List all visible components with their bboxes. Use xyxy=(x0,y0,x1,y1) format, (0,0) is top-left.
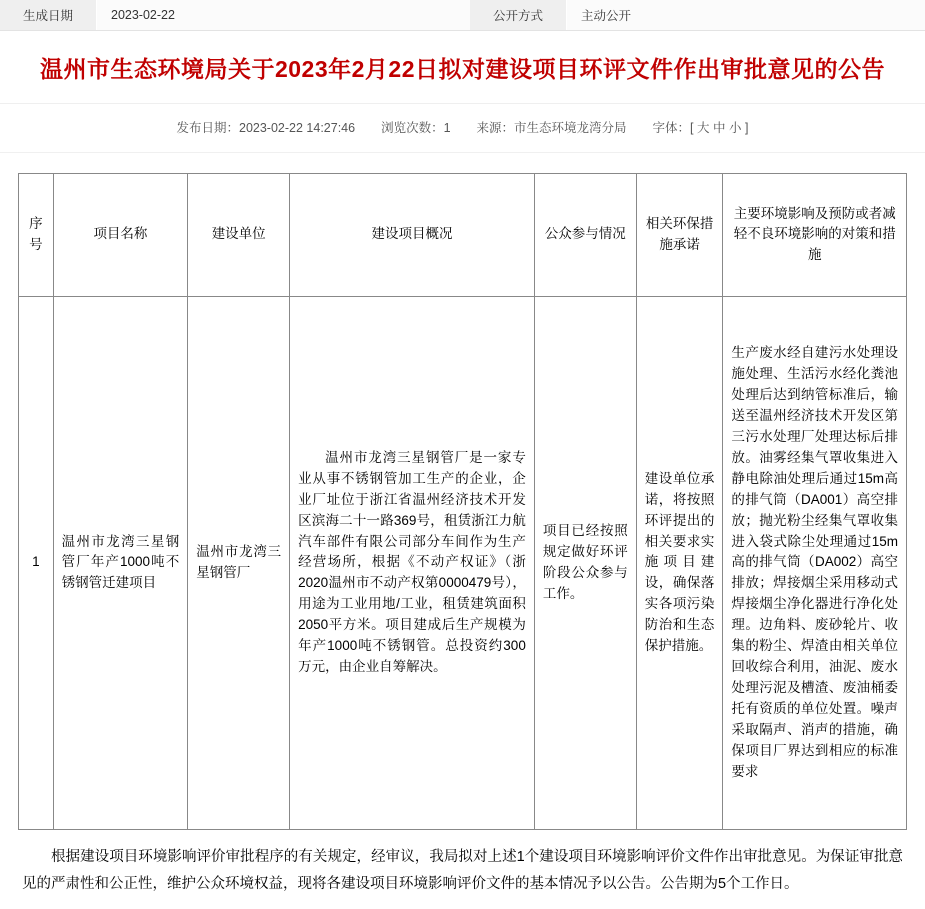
header-build-unit: 建设单位 xyxy=(188,173,290,296)
cell-overview: 温州市龙湾三星钢管厂是一家专业从事不锈钢管加工生产的企业，企业厂址位于浙江省温州经济技术开发区滨海二十一路369号，租赁浙江力航汽车部件有限公司部分车间作为生产经营场所，根据《不动产权证》（浙2020温州市不动产权第0000479号），用途为工业用地/工业，租赁建筑面积2050平方米。项目建成后生产规模为年产1000吨不锈钢管。总投资约300万元，由企业自筹解决。 xyxy=(290,296,535,829)
table-header xyxy=(19,173,907,296)
header-no: 序号 xyxy=(19,173,54,296)
table-header-row xyxy=(19,173,907,296)
document-subinfo xyxy=(0,104,925,153)
view-count: 浏览次数：1 xyxy=(381,120,451,135)
disclosure-method-label: 公开方式 xyxy=(470,0,567,30)
publish-date: 发布日期：2023-02-22 14:27:46 xyxy=(176,120,356,135)
page-title: 温州市生态环境局关于2023年2月22日拟对建设项目环评文件作出审批意见的公告 xyxy=(39,56,886,82)
font-size-large-button[interactable]: 大 xyxy=(697,120,710,135)
cell-main-measures: 生产废水经自建污水处理设施处理、生活污水经化粪池处理后达到纳管标准后，输送至温州经济技术开发区第三污水处理厂处理达标后排放。油雾经集气罩收集进入静电除油处理后通过15m高的排气筒（DA001）高空排放；抛光粉尘经集气罩收集进入袋式除尘处理通过15m高的排气筒（DA002）高空排放；焊接烟尘采用移动式焊接烟尘净化器进行净化处理。边角料、废砂轮片、收集的粉尘、焊渣由相关单位回收综合利用，油泥、废水处理污泥及槽渣、废油桶委托有资质的单位处置。噪声采取隔声、消声的措施，确保项目厂界达到相应的标准要求 xyxy=(723,296,907,829)
font-size-label: 字体：[ xyxy=(652,120,694,135)
font-size-controls xyxy=(653,118,749,136)
cell-project-name: 温州市龙湾三星钢管厂年产1000吨不锈钢管迁建项目 xyxy=(53,296,188,829)
table-body xyxy=(19,296,907,829)
cell-no: 1 xyxy=(19,296,54,829)
project-table xyxy=(18,173,907,830)
font-size-small-button[interactable]: 小 xyxy=(729,120,742,135)
header-overview: 建设项目概况 xyxy=(290,173,535,296)
generate-date-label: 生成日期 xyxy=(0,0,97,30)
cell-build-unit: 温州市龙湾三星钢管厂 xyxy=(188,296,290,829)
source-label: 来源：市生态环境龙湾分局 xyxy=(476,120,627,135)
disclosure-method-value: 主动公开 xyxy=(567,0,925,30)
meta-bar xyxy=(0,0,925,31)
header-project-name: 项目名称 xyxy=(53,173,188,296)
header-env-commitment: 相关环保措施承诺 xyxy=(636,173,723,296)
cell-public-participation: 项目已经按照规定做好环评阶段公众参与工作。 xyxy=(534,296,636,829)
cell-env-commitment: 建设单位承诺，将按照环评提出的相关要求实施项目建设，确保落实各项污染防治和生态保护措施。 xyxy=(636,296,723,829)
table-row xyxy=(19,296,907,829)
footer-paragraph: 根据建设项目环境影响评价审批程序的有关规定，经审议，我局拟对上述1个建设项目环境影响评价文件作出审批意见。为保证审批意见的严肃性和公正性，维护公众环境权益，现将各建设项目环境影响评价文件的基本情况予以公告。公告期为5个工作日。 xyxy=(22,848,903,893)
font-size-medium-button[interactable]: 中 xyxy=(713,120,726,135)
font-size-close-bracket: ] xyxy=(745,120,749,135)
header-main-measures: 主要环境影响及预防或者减轻不良环境影响的对策和措施 xyxy=(723,173,907,296)
generate-date-value: 2023-02-22 xyxy=(97,0,470,30)
title-section xyxy=(0,31,925,104)
header-public-participation: 公众参与情况 xyxy=(534,173,636,296)
project-table-wrapper xyxy=(0,153,925,830)
